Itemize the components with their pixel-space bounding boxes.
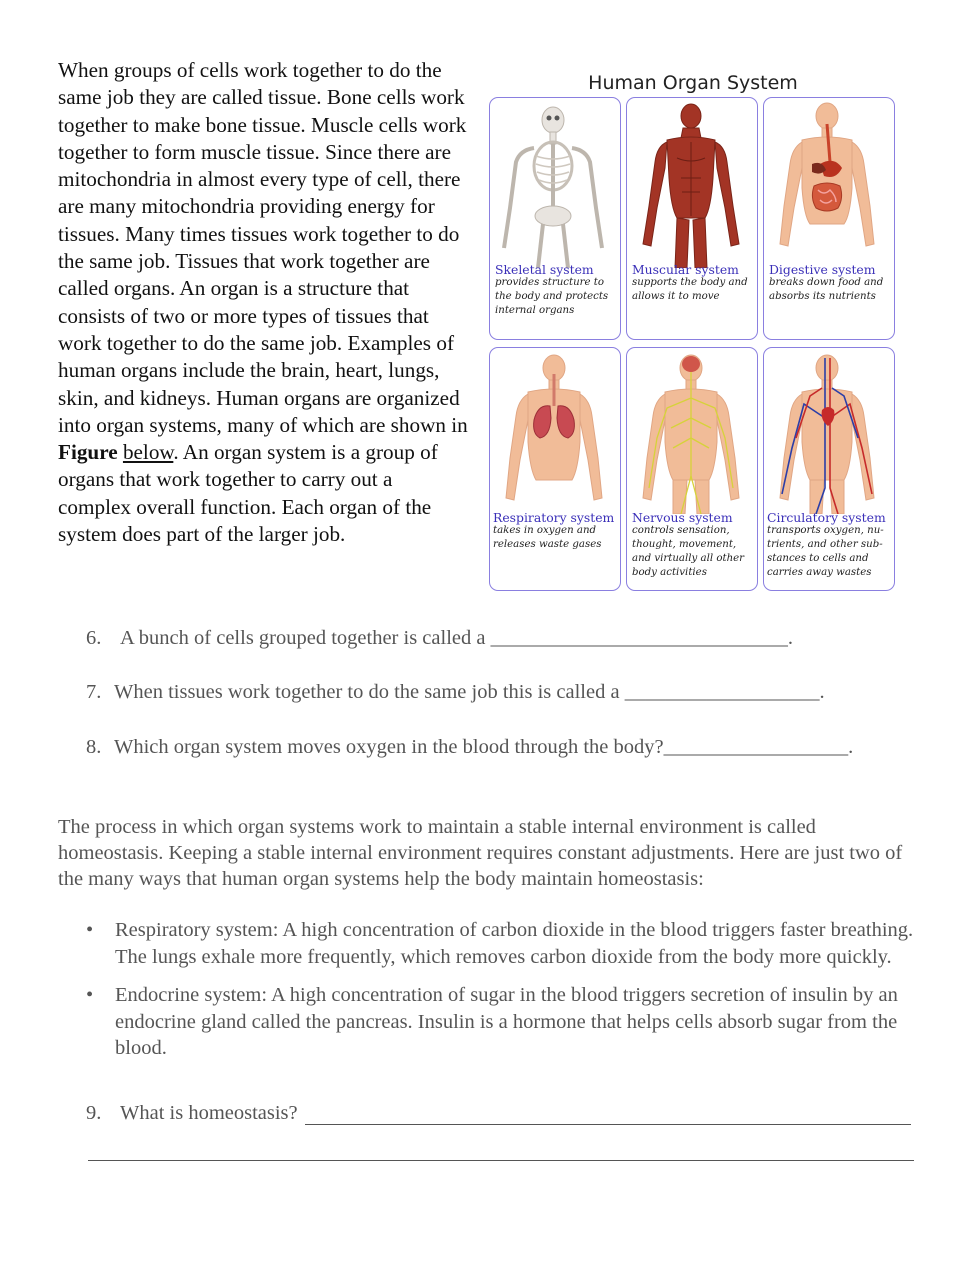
- question-9: [86, 1102, 298, 1125]
- digestive-figure: [764, 98, 895, 268]
- homeostasis-bullets: [86, 917, 926, 1074]
- muscular-desc: supports the body and allows it to move: [632, 277, 748, 303]
- digestive-name: Digestive system: [769, 262, 876, 277]
- question-9-text: What is homeostasis?: [120, 1102, 298, 1124]
- homeostasis-paragraph: The process in which organ systems work to maintain a stable internal environment is called homeostasis. Keeping a stable internal environment requires constant adjustments. Here are just two of the many ways that human organ systems help the body maintain homeostasis:: [58, 816, 903, 890]
- card-circulatory: [763, 347, 895, 591]
- question-6-text: A bunch of cells grouped together is called a: [120, 627, 486, 649]
- organ-system-figure: [486, 66, 900, 594]
- nervous-figure: [627, 348, 758, 514]
- question-7-answer-blank[interactable]: ___________________: [624, 681, 820, 703]
- below-link[interactable]: below: [122, 440, 174, 465]
- respiratory-figure: [490, 348, 621, 514]
- question-6: [86, 627, 793, 650]
- bullet-dot: •: [86, 984, 94, 1007]
- question-8-answer-blank[interactable]: __________________: [663, 736, 849, 758]
- bullet-dot: •: [86, 919, 94, 941]
- question-9-number: 9.: [86, 1102, 102, 1124]
- circulatory-name: Circulatory system: [767, 510, 886, 525]
- bullet-respiratory: [86, 917, 926, 970]
- intro-text-2: . An organ system is a group of organs that work together to carry out a complex overall function. Each organ of the system does part of the larger job.: [58, 440, 438, 547]
- question-7: [86, 681, 825, 704]
- digestive-desc: breaks down food and absorbs its nutrients: [769, 277, 884, 303]
- question-6-period: .: [787, 627, 793, 649]
- skeletal-desc: provides structure to the body and protects internal organs: [495, 277, 609, 317]
- respiratory-desc: takes in oxygen and releases waste gases: [493, 525, 602, 551]
- question-6-answer-blank[interactable]: _____________________________: [490, 627, 788, 649]
- bullet-endocrine-text: Endocrine system: A high concentration of sugar in the blood triggers secretion of insulin by an endocrine gland called the pancreas. Insulin is a hormone that helps cells absorb sugar from the blood.: [115, 984, 898, 1060]
- figure-title: Human Organ System: [588, 72, 798, 94]
- intro-text-1: When groups of cells work together to do the same job they are called tissue. Bone cells work together to make bone tissue. Muscle cells work together to form muscle tissue. Since there are mitochondria in almost every type of cell, there are many mitochondria providing energy for tissues. Many times tissues work together to do the same job. Tissues that work together are called organs. An organ is a structure that consists of two or more types of tissues that work together to do the same job. Examples of human organs include the brain, heart, lungs, skin, and kidneys. Human organs are organized into organ systems, many of which are shown in: [58, 58, 468, 437]
- question-9-answer-line-1[interactable]: [305, 1124, 911, 1125]
- nervous-desc: controls sensation, thought, movement, and virtually all other body activities: [632, 525, 745, 579]
- question-7-number: 7.: [86, 681, 102, 703]
- bullet-respiratory-text: Respiratory system: A high concentration of carbon dioxide in the blood triggers faster breathing. The lungs exhale more frequently, which removes carbon dioxide from the body more quickly.: [115, 919, 914, 968]
- question-8-period: .: [848, 736, 854, 758]
- question-7-text: When tissues work together to do the same job this is called a: [114, 681, 620, 703]
- muscular-name: Muscular system: [632, 262, 739, 277]
- card-skeletal: [489, 97, 621, 340]
- circulatory-desc: transports oxygen, nu-trients, and other sub-stances to cells and carries away wastes: [767, 525, 884, 579]
- muscle-figure: [627, 98, 758, 268]
- figure-bold: Figure: [58, 440, 118, 465]
- card-muscular: [626, 97, 758, 340]
- circulatory-figure: [764, 348, 895, 514]
- skeletal-name: Skeletal system: [495, 262, 594, 277]
- question-8-text: Which organ system moves oxygen in the blood through the body?: [114, 736, 664, 758]
- card-nervous: [626, 347, 758, 591]
- card-respiratory: [489, 347, 621, 591]
- bullet-endocrine: [86, 982, 926, 1062]
- question-8: [86, 736, 853, 759]
- card-digestive: [763, 97, 895, 340]
- intro-paragraph: [58, 57, 470, 548]
- skeleton-figure: [490, 98, 621, 268]
- question-8-number: 8.: [86, 736, 102, 758]
- question-6-number: 6.: [86, 627, 102, 649]
- question-9-answer-line-2[interactable]: [88, 1160, 914, 1161]
- respiratory-name: Respiratory system: [493, 510, 615, 525]
- question-7-period: .: [819, 681, 825, 703]
- nervous-name: Nervous system: [632, 510, 733, 525]
